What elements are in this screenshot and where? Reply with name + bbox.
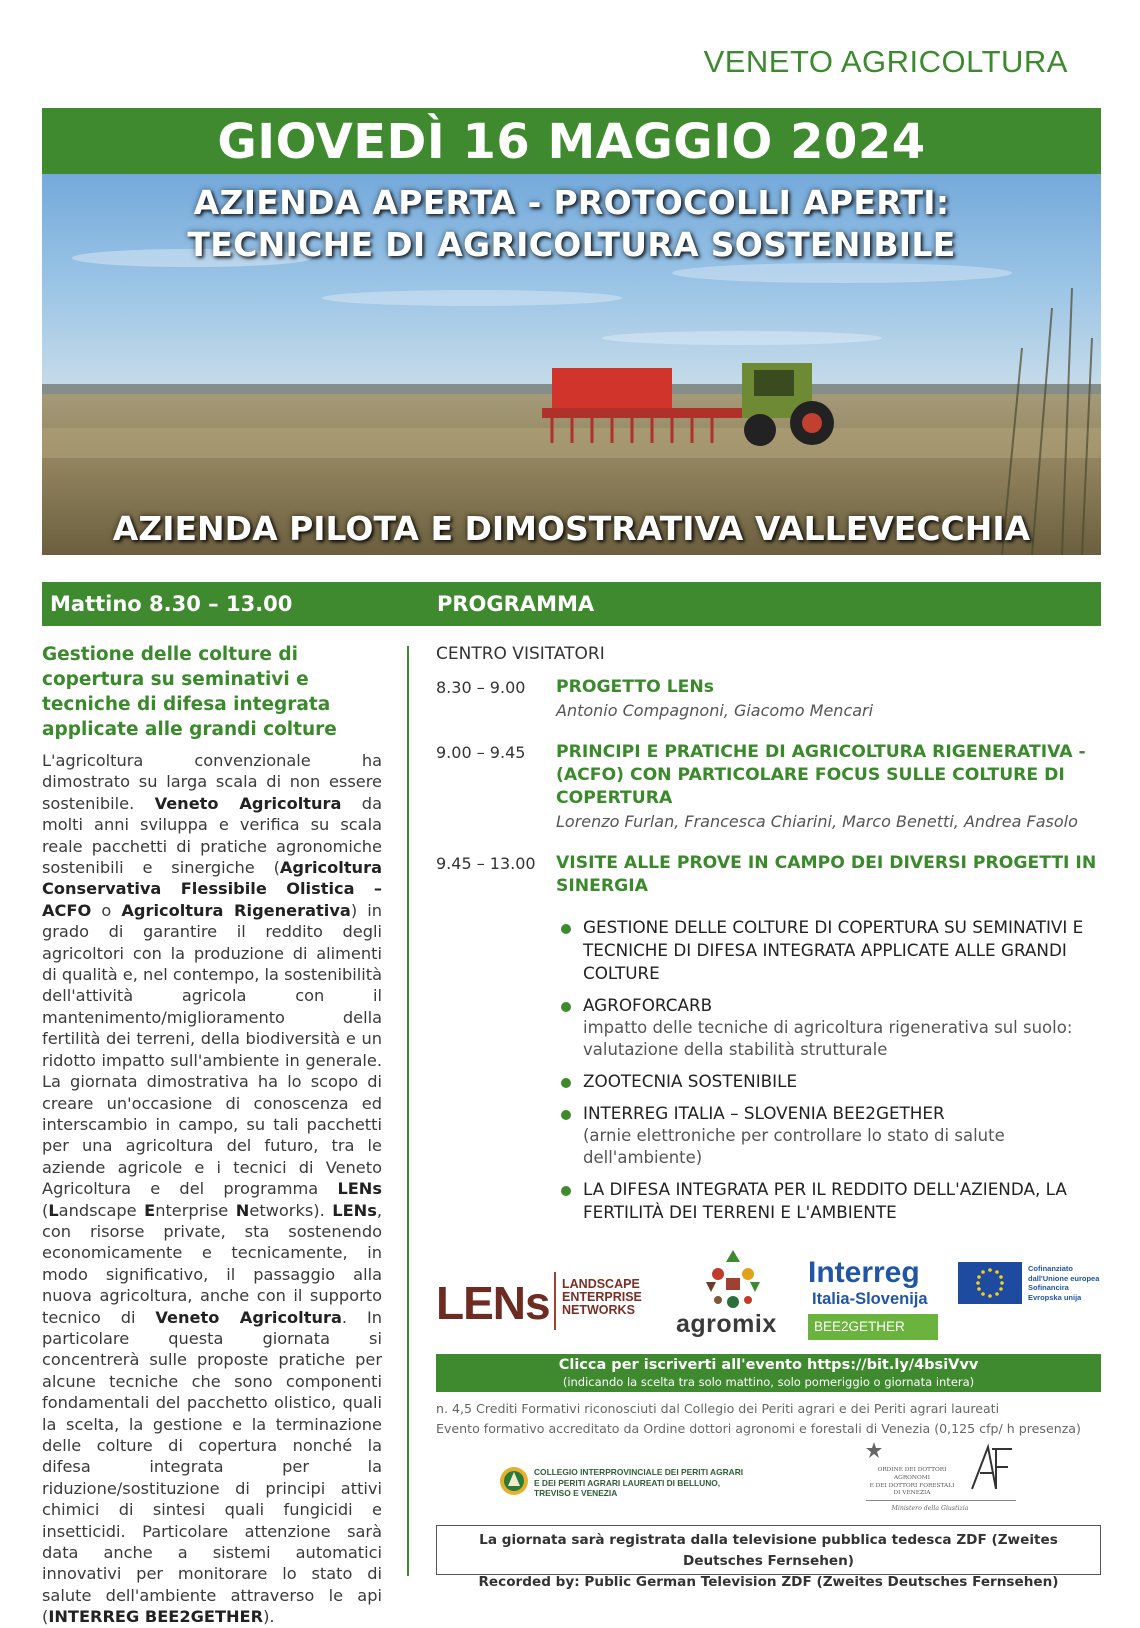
list-item: [556, 1102, 1101, 1169]
slot-title: PROGETTO LENs: [556, 677, 715, 697]
left-column: [42, 642, 382, 1628]
interreg-logo: Interreg: [808, 1256, 920, 1289]
credit-line: Evento formativo accreditato da Ordine dottori agronomi e forestali di Venezia (0,125 cfp/ h presenza): [436, 1421, 1081, 1436]
topic-title: Gestione delle colture di copertura su seminativi e tecniche di difesa integrata applicate alle grandi colture: [42, 644, 337, 740]
credit-line: n. 4,5 Crediti Formativi riconosciuti dal Collegio dei Periti agrari e dei Periti agrari laureati: [436, 1401, 1000, 1416]
event-title-line1: AZIENDA APERTA - PROTOCOLLI APERTI:: [193, 183, 950, 222]
event-title-line2: TECNICHE DI AGRICOLTURA SOSTENIBILE: [187, 225, 956, 264]
bee2gether-badge: BEE2GETHER: [808, 1314, 938, 1340]
slot-title: VISITE ALLE PROVE IN CAMPO DEI DIVERSI PROGETTI IN SINERGIA: [556, 853, 1097, 896]
collegio-emblem-icon: [498, 1462, 530, 1500]
list-item: [556, 1178, 1101, 1224]
venue-label: CENTRO VISITATORI: [436, 644, 605, 664]
program-slot: [436, 852, 1101, 898]
slot-time: 9.00 – 9.45: [436, 743, 526, 762]
program-column: [436, 642, 1101, 1233]
session-time: Mattino 8.30 – 13.00: [50, 592, 293, 616]
eu-cofunding-text: Cofinanziato dall'Unione europea Sofinancira Evropska unija: [1028, 1264, 1100, 1302]
agromix-icon: [688, 1248, 778, 1310]
item-title: LA DIFESA INTEGRATA PER IL REDDITO DELL'AZIENDA, LA FERTILITÀ DEI TERRENI E L'AMBIENTE: [583, 1179, 1067, 1222]
slot-time: 8.30 – 9.00: [436, 678, 526, 697]
slot-time: 9.45 – 13.00: [436, 854, 536, 873]
lens-logo: LENs: [436, 1277, 550, 1329]
field-photo: [42, 108, 1101, 555]
eu-flag-icon: [958, 1262, 1022, 1304]
ordine-name: ORDINE DEI DOTTORI AGRONOMI E DEI DOTTORI FORESTALI DI VENEZIA: [869, 1467, 955, 1497]
event-date: GIOVEDÌ 16 MAGGIO 2024: [42, 108, 1101, 174]
list-item: [556, 916, 1101, 985]
section-bar: [42, 582, 1101, 626]
ministry-caption: Ministero della Giustizia: [891, 1505, 969, 1512]
topic-description: L'agricoltura convenzionale ha dimostrato su larga scala di non essere sostenibile. Veneto Agricoltura da molti anni sviluppa e verifica su scala reale pacchetti di pratiche agronomiche sostenibili e sinergiche (Agricoltura Conservativa Flessibile Olistica – ACFO o Agricoltura Rigenerativa) in grado di garantire il reddito degli agricoltori con la produzione di alimenti di qualità e, nel contempo, la sostenibilità dell'attività agricola con il mantenimento/miglioramento della fertilità dei terreni, della biodiversità e un ridotto impatto sull'ambiente in generale. La giornata dimostrativa ha lo scopo di creare un'occasione di conoscenza ed interscambio in campo, su tali pacchetti per una agricoltura del futuro, tra le aziende agricole e i tecnici di Veneto Agricoltura e del programma LENs (Landscape Enterprise Networks). LENs, con risorse private, sta sostenendo economicamente e tecnicamente, in modo significativo, il passaggio alla nuova agricoltura, anche con il supporto tecnico di Veneto Agricoltura. In particolare questa giornata si concentrerà sulle proposte pratiche per alcune tecniche che sono componenti fondamentali del pacchetto olistico, quali la scelta, la gestione e la terminazione delle colture di copertura nonché la difesa integrata per la riduzione/sostituzione di principi attivi chimici di sintesi quali fungicidi e insetticidi. Particolare attenzione sarà data anche a sistemi automatici innovativi per monitorare lo stato di salute dell'ambiente attraverso le api (INTERREG BEE2GETHER).: [42, 751, 383, 1627]
brand-logo: VENETO AGRICOLTURA: [703, 44, 1068, 79]
item-title: AGROFORCARB: [583, 995, 713, 1015]
hero-banner: [42, 108, 1101, 555]
lens-subtitle: LANDSCAPE ENTERPRISE NETWORKS: [562, 1277, 642, 1317]
item-title: ZOOTECNIA SOSTENIBILE: [583, 1071, 798, 1091]
item-title: INTERREG ITALIA – SLOVENIA BEE2GETHER: [583, 1103, 945, 1123]
af-logo-icon: [966, 1443, 1016, 1493]
registration-banner[interactable]: [436, 1354, 1101, 1392]
lens-separator: [554, 1272, 556, 1330]
list-item: [556, 1070, 1101, 1093]
slot-speakers: Antonio Compagnoni, Giacomo Mencari: [556, 701, 874, 720]
tv-line-english: Recorded by: Public German Television ZDF (Zweites Deutsches Fernsehen): [478, 1574, 1059, 1590]
partner-logos: [436, 1248, 1101, 1344]
registration-label: Clicca per iscriverti all'evento: [558, 1357, 802, 1373]
tv-line-italian: La giornata sarà registrata dalla televisione pubblica tedesca ZDF (Zweites Deutsches Fernsehen): [479, 1532, 1058, 1569]
event-location: AZIENDA PILOTA E DIMOSTRATIVA VALLEVECCHIA: [112, 509, 1031, 548]
program-heading: PROGRAMMA: [437, 592, 595, 616]
training-credits: [436, 1399, 1101, 1439]
registration-note: (indicando la scelta tra solo mattino, solo pomeriggio o giornata intera): [562, 1375, 975, 1389]
visit-list: [556, 916, 1101, 1224]
slot-title: PRINCIPI E PRATICHE DI AGRICOLTURA RIGENERATIVA - (ACFO) CON PARTICOLARE FOCUS SULLE COLTURE DI COPERTURA: [556, 742, 1086, 808]
divider-line: [866, 1500, 1016, 1501]
program-slot: [436, 741, 1101, 834]
item-description: (arnie elettroniche per controllare lo stato di salute dell'ambiente): [583, 1126, 1005, 1167]
column-divider: [407, 646, 409, 1576]
agromix-logo: agromix: [676, 1310, 777, 1338]
slot-speakers: Lorenzo Furlan, Francesca Chiarini, Marco Benetti, Andrea Fasolo: [556, 812, 1078, 831]
item-title: GESTIONE DELLE COLTURE DI COPERTURA SU SEMINATIVI E TECNICHE DI DIFESA INTEGRATA APPLICATE ALLE GRANDI COLTURE: [583, 917, 1084, 983]
list-item: [556, 994, 1101, 1061]
collegio-name: COLLEGIO INTERPROVINCIALE DEI PERITI AGRARI E DEI PERITI AGRARI LAUREATI DI BELLUNO, TREVISO E VENEZIA: [534, 1467, 744, 1498]
tv-recording-notice: [436, 1525, 1101, 1590]
program-slot: [436, 676, 1101, 723]
registration-link[interactable]: https://bit.ly/4bsiVvv: [807, 1357, 979, 1373]
item-description: impatto delle tecniche di agricoltura rigenerativa sul suolo: valutazione della stabilità strutturale: [583, 1018, 1073, 1059]
interreg-subtitle: Italia-Slovenija: [812, 1290, 928, 1308]
republic-emblem-icon: [864, 1441, 884, 1463]
